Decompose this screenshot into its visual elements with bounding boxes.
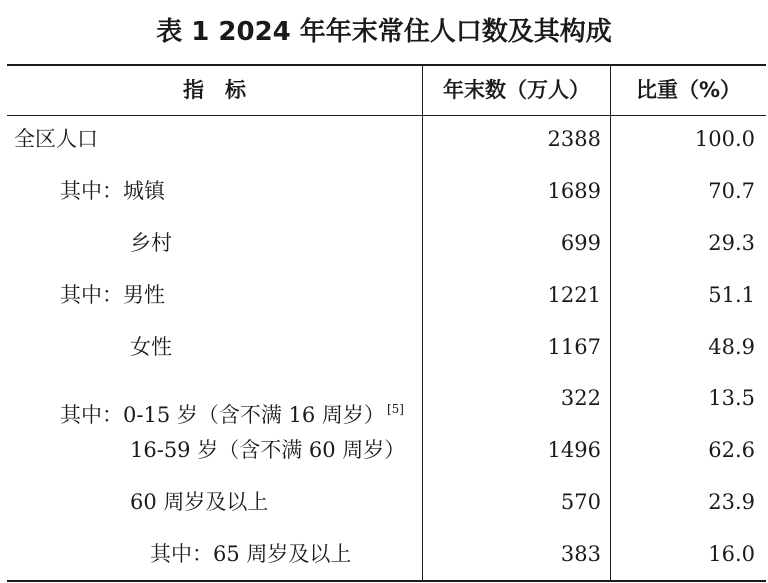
row-label: 女性 bbox=[130, 335, 172, 359]
row-label: 16-59 岁（含不满 60 周岁） bbox=[130, 438, 406, 462]
row-share: 23.9 bbox=[708, 490, 755, 514]
row-share: 13.5 bbox=[708, 386, 755, 410]
table-title: 表 1 2024 年年末常住人口数及其构成 bbox=[156, 17, 612, 47]
row-label: 乡村 bbox=[130, 231, 172, 255]
row-label: 其中：男性 bbox=[60, 283, 165, 307]
table-row-female bbox=[0, 329, 768, 365]
table-row-age-0-15 bbox=[0, 386, 768, 427]
row-share: 48.9 bbox=[708, 335, 755, 359]
row-count: 570 bbox=[560, 490, 601, 514]
row-label: 60 周岁及以上 bbox=[130, 490, 269, 514]
row-count: 1689 bbox=[547, 179, 601, 203]
table-header-rule bbox=[7, 115, 766, 116]
row-count: 1221 bbox=[547, 283, 601, 307]
row-label: 其中：65 周岁及以上 bbox=[150, 542, 352, 566]
table-row-urban bbox=[0, 173, 768, 209]
header-indicator: 指 标 bbox=[183, 78, 246, 102]
row-count: 699 bbox=[560, 231, 601, 255]
row-share: 16.0 bbox=[708, 542, 755, 566]
row-label: 其中：城镇 bbox=[60, 179, 165, 203]
row-count: 1496 bbox=[547, 438, 601, 462]
row-count: 1167 bbox=[547, 335, 601, 359]
row-count: 322 bbox=[560, 386, 601, 410]
row-share: 51.1 bbox=[708, 283, 755, 307]
table-bottom-rule bbox=[7, 580, 766, 582]
header-year-end-count: 年末数（万人） bbox=[443, 78, 590, 102]
table-row-age-65-plus bbox=[0, 536, 768, 572]
row-label-wrap bbox=[60, 391, 404, 427]
table-row-age-16-59 bbox=[0, 432, 768, 468]
row-label: 全区人口 bbox=[14, 127, 98, 151]
table-row-male bbox=[0, 277, 768, 313]
header-share: 比重（%） bbox=[635, 78, 742, 102]
row-share: 70.7 bbox=[708, 179, 755, 203]
table-row-age-60-plus bbox=[0, 484, 768, 520]
row-count: 383 bbox=[560, 542, 601, 566]
table-row-total bbox=[0, 121, 768, 157]
row-count: 2388 bbox=[547, 127, 601, 151]
row-label: 其中：0-15 岁（含不满 16 周岁） bbox=[60, 403, 385, 427]
table-row-rural bbox=[0, 225, 768, 261]
row-share: 100.0 bbox=[694, 127, 755, 151]
row-share: 29.3 bbox=[708, 231, 755, 255]
footnote-marker: [5] bbox=[386, 402, 404, 416]
row-share: 62.6 bbox=[708, 438, 755, 462]
